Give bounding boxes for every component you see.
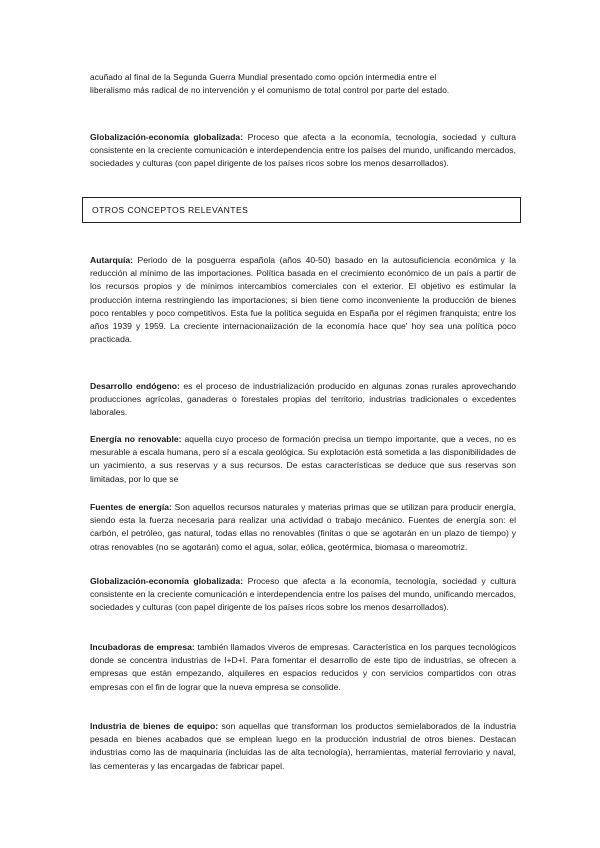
- definition-term: Autarquía:: [90, 255, 133, 265]
- definition-term: Industria de bienes de equipo:: [90, 721, 219, 731]
- definition-text: aquella cuyo proceso de formación precisa un tiempo importante, que a veces, no es mesurable a escala humana, pero sí a escala geológica. Su explotación está sometida a las disponibilidades de un yacimiento, a sus reservas y a sus recursos. De estas características se deduce que sus reservas son limitadas, por lo que se: [90, 434, 516, 484]
- definition-text: Proceso que afecta a la economía, tecnología, sociedad y cultura consistente en la creciente comunicación e interdependencia entre los países del mundo, unificando mercados, sociedades y culturas (con papel dirigente de los países ricos sobre los menos desarrollados).: [90, 576, 516, 613]
- section-heading-box: [82, 197, 521, 223]
- definition-text: Son aquellos recursos naturales y materias primas que se utilizan para producir energía, siendo esta la fuerza necesaria para realizar una actividad o trabajo mecánico. Fuentes de energía son: el carbón, el petróleo, gas natural, todas ellas no renovables (finitas o que se agotarán en un plazo de tiempo) y otras renovables (no se agotarán) como el agua, solar, eólica, geotérmica, biomasa o mareomotriz.: [90, 502, 516, 552]
- definition-fuentes-de-energia: [90, 501, 516, 554]
- definition-desarrollo-endogeno: [90, 380, 516, 420]
- definition-text: Periodo de la posguerra española (años 40-50) basado en la autosuficiencia económica y la reducción al mínimo de las importaciones. Política basada en el crecimiento económico de un país a partir de los recursos propios y de mínimos intercambios comerciales con el exterior. El objetivo es estimular la producción interna restringiendo las importaciones; si bien tiene como inconveniente la producción de bienes poco rentables y poco competitivos. Esta fue la política seguida en España por el régimen franquista; entre los años 1939 y 1959. La creciente internacionaiización de la economía hace que' hoy sea una política poco practicada.: [90, 255, 516, 345]
- definition-term: Fuentes de energía:: [90, 502, 172, 512]
- definition-energia-no-renovable: [90, 433, 516, 486]
- definition-industria-bienes-de-equipo: [90, 720, 516, 773]
- definition-globalizacion: [90, 575, 516, 615]
- definition-term: Energía no renovable:: [90, 434, 182, 444]
- definition-term: Globalización-economía globalizada:: [90, 132, 244, 142]
- intro-line-2: liberalismo más radical de no intervención y el comunismo de total control por parte del estado.: [90, 85, 450, 95]
- definition-autarquia: [90, 254, 516, 346]
- intro-line-1: acuñado al final de la Segunda Guerra Mundial presentado como opción intermedia entre el: [90, 73, 437, 82]
- section-heading: OTROS CONCEPTOS RELEVANTES: [92, 205, 249, 215]
- definition-term: Globalización-economía globalizada:: [90, 576, 244, 586]
- definition-text: también llamados viveros de empresas. Característica en los parques tecnológicos donde se concentra industrias de I+D+I. Para fomentar el desarrollo de este tipo de industrias, se ofrecen a empresas que están empezando, alquileres en espacios reducidos y con servicios compartidos con otras empresas con el fin de lograr que la nueva empresa se consolide.: [90, 642, 516, 692]
- definition-term: Desarrollo endógeno:: [90, 381, 180, 391]
- definition-text: Proceso que afecta a la economía, tecnología, sociedad y cultura consistente en la creciente comunicación e interdependencia entre los países del mundo, unificando mercados, sociedades y culturas (con papel dirigente de los países ricos sobre los menos desarrollados).: [90, 132, 516, 169]
- definition-text: es el proceso de industrialización producido en algunas zonas rurales aprovechando producciones agrícolas, ganaderas o forestales propias del territorio, industrias tradicionales o excedentes laborales.: [90, 381, 517, 418]
- definition-globalizacion-top: [90, 131, 516, 171]
- intro-paragraph: [90, 72, 516, 97]
- definition-term: Incubadoras de empresa:: [90, 642, 195, 652]
- definition-text: son aquellas que transforman los productos semielaborados de la industria pesada en bienes acabados que se emplean luego en la producción industrial de otros bienes. Destacan industrias como las de maquinaria (incluidas las de alta tecnología), herramientas, material ferroviario y naval, las cementeras y las encargadas de fabricar papel.: [90, 721, 516, 771]
- definition-incubadoras-de-empresa: [90, 641, 516, 694]
